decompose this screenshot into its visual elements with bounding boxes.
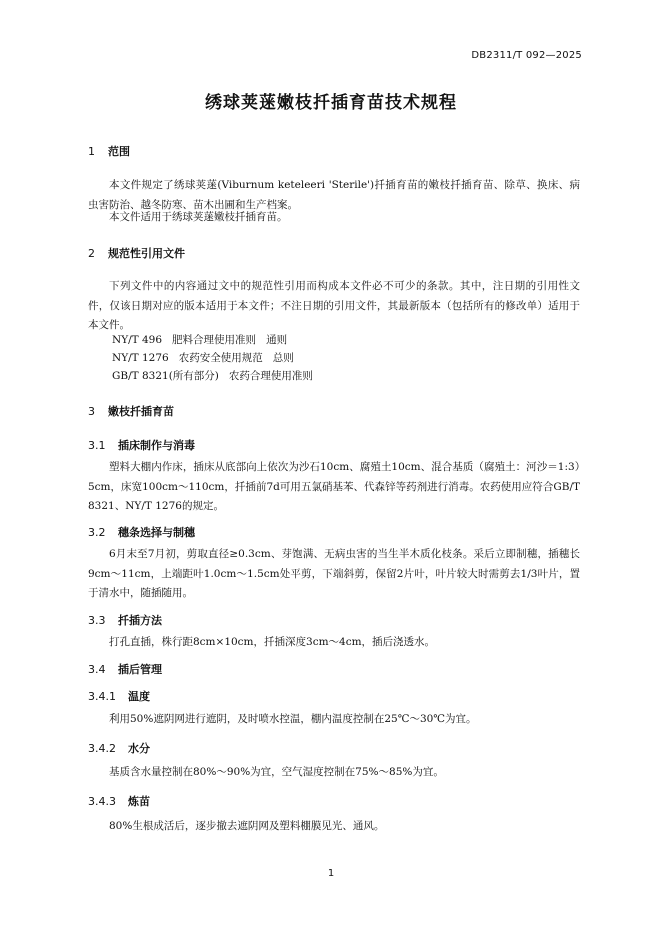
section-title: 穗条选择与制穗 bbox=[118, 526, 195, 539]
section-3-2-heading bbox=[88, 524, 195, 540]
section-3-4-1-paragraph: 利用50%遮阴网进行遮阴，及时喷水控温，棚内温度控制在25℃～30℃为宜。 bbox=[109, 713, 477, 725]
document-code: DB2311/T 092—2025 bbox=[471, 50, 582, 61]
section-number: 2 bbox=[88, 247, 95, 260]
section-number: 3.1 bbox=[88, 439, 106, 452]
section-number: 3.4.2 bbox=[88, 742, 116, 755]
section-3-4-3-paragraph: 80%生根成活后，逐步撤去遮阴网及塑料棚膜见光、通风。 bbox=[109, 820, 385, 832]
section-number: 1 bbox=[88, 145, 95, 158]
section-number: 3.4.3 bbox=[88, 795, 116, 808]
document-title: 绣球荚蒾嫩枝扦插育苗技术规程 bbox=[205, 93, 457, 113]
section-3-1-heading bbox=[88, 437, 195, 453]
section-3-3-heading bbox=[88, 612, 162, 628]
section-3-3-paragraph: 打孔直插，株行距8cm×10cm，扦插深度3cm～4cm，插后浇透水。 bbox=[109, 636, 436, 648]
section-title: 范围 bbox=[108, 145, 130, 158]
section-number: 3.3 bbox=[88, 614, 106, 627]
section-title: 水分 bbox=[128, 742, 150, 755]
section-title: 炼苗 bbox=[128, 795, 150, 808]
normative-reference: GB/T 8321(所有部分) 农药合理使用准则 bbox=[112, 370, 313, 382]
section-3-2-paragraph: 6月末至7月初，剪取直径≥0.3cm、芽饱满、无病虫害的当生半木质化枝条。采后立即制穗，插穗长9cm～11cm，上端距叶1.0cm～1.5cm处平剪，下端斜剪，保留2片叶，叶片较大时需剪去1/3叶片，置于清水中，随插随用。 bbox=[88, 548, 580, 599]
section-number: 3.4.1 bbox=[88, 690, 116, 703]
section-2-paragraph-1: 下列文件中的内容通过文中的规范性引用而构成本文件必不可少的条款。其中，注日期的引用性文件，仅该日期对应的版本适用于本文件；不注日期的引用文件，其最新版本（包括所有的修改单）适用于本文件。 bbox=[88, 280, 580, 331]
section-number: 3.2 bbox=[88, 526, 106, 539]
section-number: 3 bbox=[88, 405, 95, 418]
section-1-paragraph-2: 本文件适用于绣球荚蒾嫩枝扦插育苗。 bbox=[109, 211, 288, 223]
page-number: 1 bbox=[327, 868, 335, 879]
section-title: 插后管理 bbox=[118, 663, 162, 676]
section-number: 3.4 bbox=[88, 663, 106, 676]
section-1-paragraph-1: 本文件规定了绣球荚蒾(Viburnum keteleeri 'Sterile')扦插育苗的嫩枝扦插育苗、除草、换床、病虫害防治、越冬防寒、苗木出圃和生产档案。 bbox=[88, 179, 580, 211]
section-title: 扦插方法 bbox=[118, 614, 162, 627]
section-3-heading bbox=[88, 403, 174, 419]
section-3-1-paragraph: 塑料大棚内作床，插床从底部向上依次为沙石10cm、腐殖土10cm、混合基质（腐殖土：河沙＝1:3）5cm，床宽100cm～110cm，扦插前7d可用五氯硝基苯、代森锌等药剂进行消毒。农药使用应符合GB/T 8321、NY/T 1276的规定。 bbox=[88, 461, 580, 512]
normative-reference: NY/T 496 肥料合理使用准则 通则 bbox=[112, 334, 288, 346]
section-title: 嫩枝扦插育苗 bbox=[108, 405, 174, 418]
section-title: 插床制作与消毒 bbox=[118, 439, 195, 452]
section-3-4-2-heading bbox=[88, 740, 150, 756]
section-title: 规范性引用文件 bbox=[108, 247, 185, 260]
section-2-heading bbox=[88, 245, 185, 261]
section-1-heading bbox=[88, 143, 130, 159]
section-title: 温度 bbox=[128, 690, 150, 703]
normative-reference: NY/T 1276 农药安全使用规范 总则 bbox=[112, 352, 294, 364]
section-3-4-2-paragraph: 基质含水量控制在80%～90%为宜，空气湿度控制在75%～85%为宜。 bbox=[109, 766, 444, 778]
section-3-4-3-heading bbox=[88, 793, 150, 809]
section-3-4-heading bbox=[88, 661, 162, 677]
section-3-4-1-heading bbox=[88, 688, 150, 704]
